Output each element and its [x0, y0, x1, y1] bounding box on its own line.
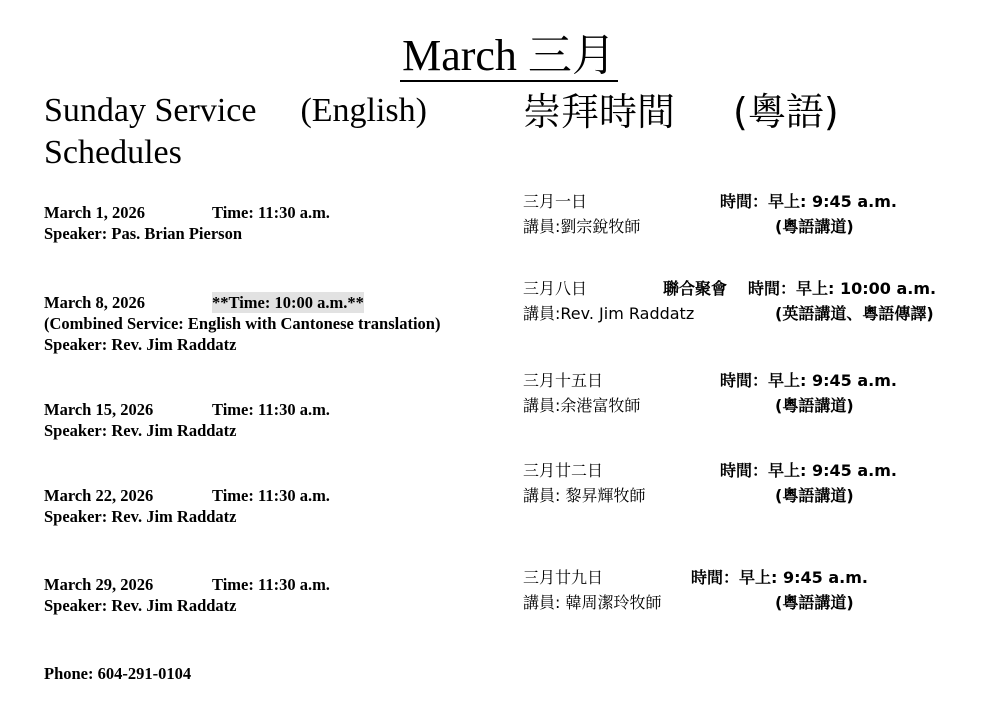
- service-time: 時間：早上: 9:45 a.m.: [720, 461, 897, 480]
- service-time: 時間：早上: 10:00 a.m.: [748, 279, 937, 298]
- service-speaker: 講員: 韓周潔玲牧師: [523, 593, 662, 612]
- service-speaker: Speaker: Rev. Jim Raddatz: [44, 421, 237, 440]
- service-date: March 1, 2026: [44, 203, 145, 222]
- chinese-service-5: [523, 565, 993, 617]
- service-date: 三月廿九日: [523, 568, 604, 587]
- english-heading: [44, 90, 427, 174]
- service-speaker: 講員: 黎昇輝牧師: [523, 486, 646, 505]
- service-time-highlighted: **Time: 10:00 a.m.**: [212, 293, 364, 312]
- phone-number: Phone: 604-291-0104: [44, 664, 192, 683]
- service-speaker: 講員:Rev. Jim Raddatz: [523, 304, 695, 323]
- combined-service-label: 聯合聚會: [663, 279, 728, 298]
- service-time: Time: 11:30 a.m.: [212, 203, 330, 222]
- english-heading-line1: Sunday Service: [44, 92, 257, 129]
- service-time: 時間：早上: 9:45 a.m.: [691, 568, 868, 587]
- english-service-4: [44, 485, 330, 527]
- service-language: (英語講道、粵語傳譯): [775, 304, 934, 323]
- service-speaker: Speaker: Pas. Brian Pierson: [44, 224, 242, 243]
- english-service-1: [44, 202, 330, 244]
- service-time: 時間：早上: 9:45 a.m.: [720, 371, 897, 390]
- service-date: March 22, 2026: [44, 486, 154, 505]
- service-date: 三月廿二日: [523, 461, 604, 480]
- page-title: March 三月: [402, 31, 616, 80]
- service-date: March 8, 2026: [44, 293, 145, 312]
- service-time: 時間：早上: 9:45 a.m.: [720, 192, 897, 211]
- service-date: 三月八日: [523, 279, 588, 298]
- chinese-heading: [523, 88, 839, 136]
- service-date: March 29, 2026: [44, 575, 154, 594]
- english-service-5: [44, 574, 330, 616]
- service-date: 三月一日: [523, 192, 588, 211]
- service-speaker: 講員:劉宗銳牧師: [523, 217, 641, 236]
- english-service-2: [44, 292, 440, 355]
- service-time: Time: 11:30 a.m.: [212, 400, 330, 419]
- service-time: Time: 11:30 a.m.: [212, 486, 330, 505]
- service-date: 三月十五日: [523, 371, 604, 390]
- service-language: (粵語講道): [775, 593, 854, 612]
- service-language: (粵語講道): [775, 217, 854, 236]
- service-speaker: Speaker: Rev. Jim Raddatz: [44, 507, 237, 526]
- service-speaker: 講員:余港富牧師: [523, 396, 641, 415]
- chinese-heading-paren: (粵語): [733, 90, 839, 134]
- chinese-service-4: [523, 458, 993, 510]
- chinese-service-1: [523, 189, 993, 241]
- english-heading-line2: Schedules: [44, 134, 182, 171]
- english-service-3: [44, 399, 330, 441]
- chinese-heading-main: 崇拜時間: [523, 90, 676, 134]
- service-language: (粵語講道): [775, 486, 854, 505]
- service-date: March 15, 2026: [44, 400, 154, 419]
- service-speaker: Speaker: Rev. Jim Raddatz: [44, 335, 237, 354]
- chinese-service-3: [523, 368, 993, 420]
- service-language: (粵語講道): [775, 396, 854, 415]
- chinese-service-2: [523, 276, 993, 328]
- service-speaker: Speaker: Rev. Jim Raddatz: [44, 596, 237, 615]
- service-time: Time: 11:30 a.m.: [212, 575, 330, 594]
- service-note: (Combined Service: English with Cantonese translation): [44, 314, 441, 333]
- english-heading-paren: (English): [300, 92, 427, 129]
